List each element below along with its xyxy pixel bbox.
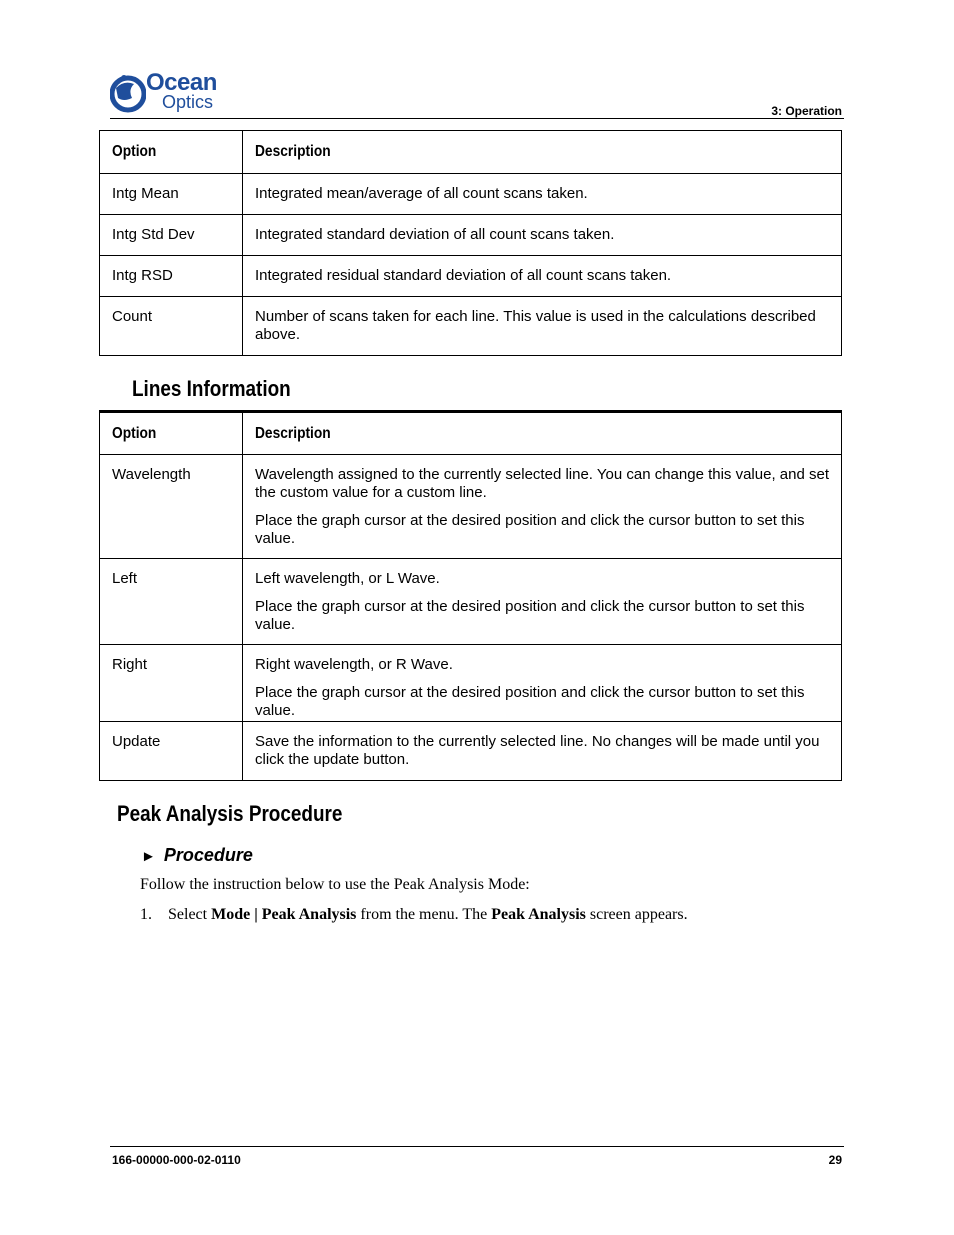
column-header-option: Option <box>112 424 157 442</box>
description-cell <box>243 645 842 722</box>
description-paragraph: Place the graph cursor at the desired position and click the cursor button to set this value. <box>255 512 805 547</box>
footer-divider <box>110 1146 844 1147</box>
document-number: 166-00000-000-02-0110 <box>112 1153 241 1167</box>
table-row <box>100 455 842 559</box>
column-header-option: Option <box>112 143 157 160</box>
step-text: from the menu. The <box>356 906 492 923</box>
option-cell: Intg Std Dev <box>100 215 243 256</box>
option-cell: Wavelength <box>100 455 243 559</box>
table-row <box>100 645 842 722</box>
procedure-label: Procedure <box>163 845 253 865</box>
logo-globe-icon <box>110 72 146 116</box>
logo-ocean-text: Ocean <box>146 69 217 96</box>
peak-analysis-heading: Peak Analysis Procedure <box>117 801 343 826</box>
table-row <box>100 722 842 781</box>
table-header-row <box>100 412 842 455</box>
ocean-optics-logo <box>110 70 230 116</box>
description-paragraph: Save the information to the currently selected line. No changes will be made until you click the update button. <box>255 733 820 768</box>
triangle-right-icon: ► <box>141 848 156 865</box>
table-row <box>100 174 842 215</box>
statistics-options-table <box>99 130 842 356</box>
column-header-description: Description <box>255 424 331 442</box>
menu-path: Mode | Peak Analysis <box>211 906 357 923</box>
table-row <box>100 256 842 297</box>
description-paragraph: Place the graph cursor at the desired position and click the cursor button to set this value. <box>255 684 805 719</box>
table-row <box>100 297 842 356</box>
table-header-row <box>100 131 842 174</box>
lines-information-heading: Lines Information <box>132 376 291 401</box>
table-row <box>100 215 842 256</box>
option-cell: Count <box>100 297 243 356</box>
chapter-label: 3: Operation <box>771 104 842 118</box>
description-paragraph: Place the graph cursor at the desired position and click the cursor button to set this value. <box>255 598 805 633</box>
description-paragraph: Left wavelength, or L Wave. <box>255 570 440 587</box>
option-cell: Right <box>100 645 243 722</box>
description-cell: Integrated mean/average of all count scans taken. <box>243 174 842 215</box>
description-paragraph: Wavelength assigned to the currently selected line. You can change this value, and set the custom value for a custom line. <box>255 466 829 501</box>
description-cell: Integrated standard deviation of all count scans taken. <box>243 215 842 256</box>
description-cell <box>243 455 842 559</box>
column-header-description: Description <box>255 143 331 160</box>
description-cell: Integrated residual standard deviation of all count scans taken. <box>243 256 842 297</box>
procedure-heading <box>141 845 253 866</box>
description-cell <box>243 559 842 645</box>
option-cell: Update <box>100 722 243 781</box>
lines-options-table <box>99 410 842 781</box>
screen-name: Peak Analysis <box>491 906 586 923</box>
table-row <box>100 559 842 645</box>
option-cell: Intg RSD <box>100 256 243 297</box>
step-number: 1. <box>140 906 152 923</box>
description-cell <box>243 722 842 781</box>
option-cell: Left <box>100 559 243 645</box>
step-text: screen appears. <box>585 906 688 923</box>
header-divider <box>110 118 844 119</box>
option-cell: Intg Mean <box>100 174 243 215</box>
logo-optics-text: Optics <box>162 92 214 112</box>
page-number: 29 <box>828 1153 842 1167</box>
procedure-intro: Follow the instruction below to use the Peak Analysis Mode: <box>140 876 530 893</box>
procedure-step-1 <box>140 906 688 924</box>
step-text: Select <box>168 906 212 923</box>
description-paragraph: Right wavelength, or R Wave. <box>255 656 453 673</box>
description-cell: Number of scans taken for each line. This value is used in the calculations described above. <box>243 297 842 356</box>
